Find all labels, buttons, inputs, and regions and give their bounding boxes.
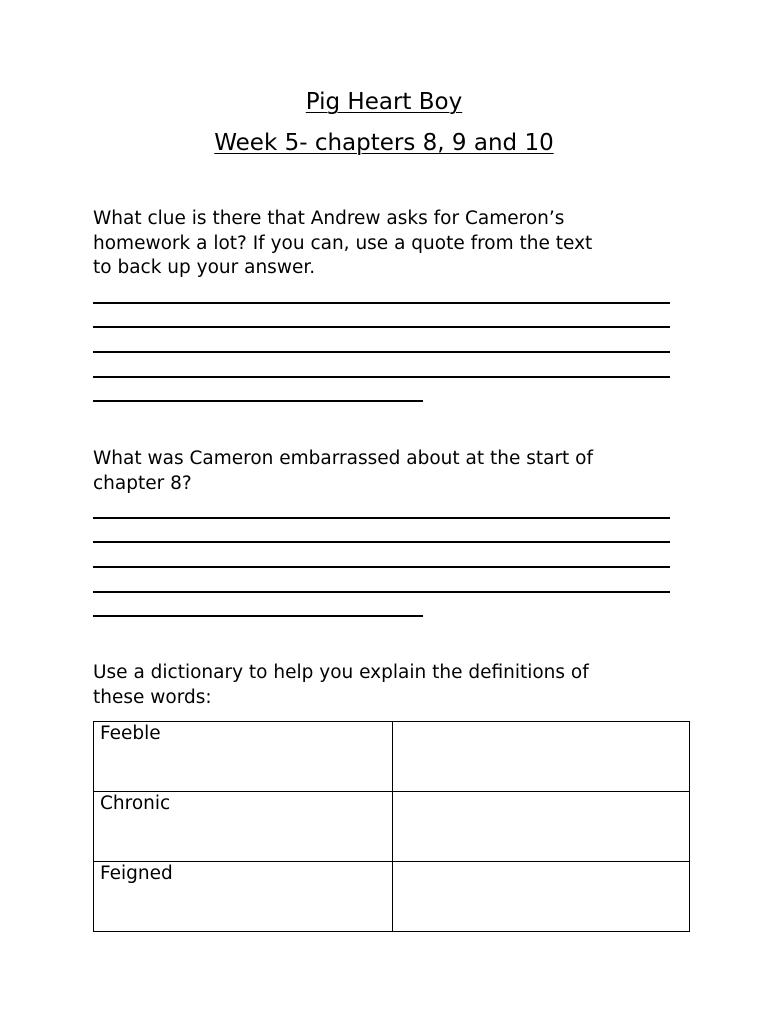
table-row bbox=[94, 792, 690, 862]
table-row bbox=[94, 722, 690, 792]
answer-line[interactable] bbox=[93, 351, 670, 353]
answer-line[interactable] bbox=[93, 400, 423, 402]
question-dictionary-definitions bbox=[93, 661, 693, 710]
question-line: homework a lot? If you can, use a quote from the text bbox=[93, 232, 593, 254]
worksheet-subtitle: Week 5- chapters 8, 9 and 10 bbox=[214, 130, 554, 156]
table-row bbox=[94, 862, 690, 932]
question-cameron-embarrassed bbox=[93, 447, 693, 496]
question-line: these words: bbox=[93, 686, 212, 708]
word-cell: Feeble bbox=[94, 722, 393, 792]
definition-cell[interactable] bbox=[393, 722, 690, 792]
question-line: What was Cameron embarrassed about at the start of bbox=[93, 448, 594, 469]
definition-cell[interactable] bbox=[393, 862, 690, 932]
definitions-table bbox=[93, 721, 690, 932]
question-line: to back up your answer. bbox=[93, 257, 316, 278]
answer-line[interactable] bbox=[93, 541, 670, 543]
question-line: What clue is there that Andrew asks for Cameron’s bbox=[93, 208, 565, 229]
word-cell: Chronic bbox=[94, 792, 393, 862]
answer-line[interactable] bbox=[93, 566, 670, 568]
worksheet-title: Pig Heart Boy bbox=[305, 89, 463, 115]
question-line: Use a dictionary to help you explain the definitions of bbox=[93, 662, 589, 683]
answer-line[interactable] bbox=[93, 591, 670, 593]
word-cell: Feigned bbox=[94, 862, 393, 932]
answer-line[interactable] bbox=[93, 326, 670, 328]
question-line: chapter 8? bbox=[93, 472, 192, 494]
answer-line[interactable] bbox=[93, 615, 423, 617]
answer-line[interactable] bbox=[93, 302, 670, 304]
answer-line[interactable] bbox=[93, 517, 670, 519]
answer-line[interactable] bbox=[93, 376, 670, 378]
question-andrew-homework bbox=[93, 207, 693, 281]
definition-cell[interactable] bbox=[393, 792, 690, 862]
